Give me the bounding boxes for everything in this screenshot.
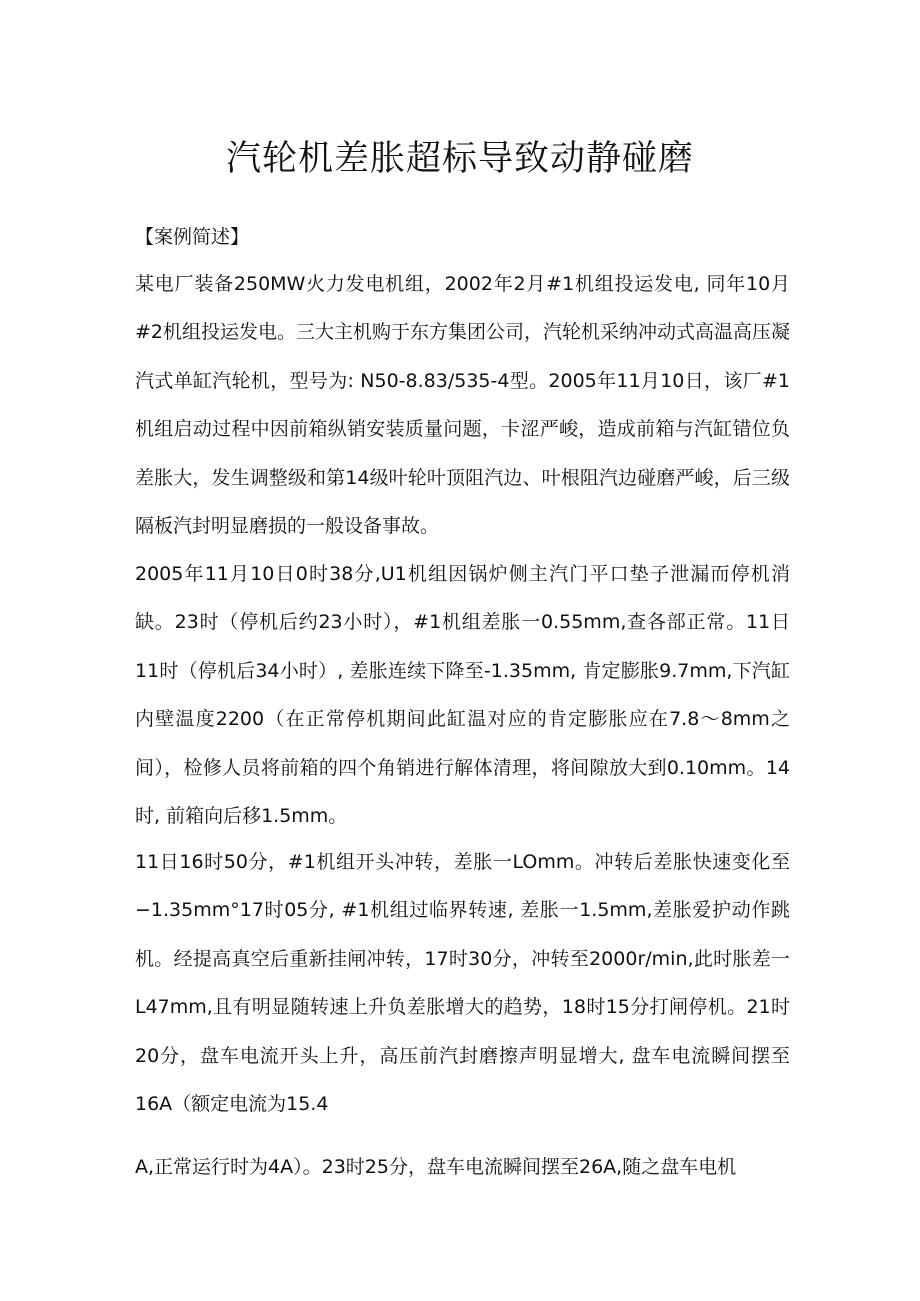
paragraph-2: 2005年11月10日0时38分,U1机组因锅炉侧主汽门平口垫子泄漏而停机消缺。23时（停机后约23小时），#1机组差胀一0.55mm,查各部正常。11日11时（停机后34小时）, 差胀连续下降至-1.35mm, 肯定膨胀9.7mm,下汽缸内壁温度2200（在正常停机期间此缸温对应的肯定膨胀应在7.8～8mm之间），检修人员将前箱的四个角销进行解体清理，将间隙放大到0.10mm。14时, 前箱向后移1.5mm。 <box>135 563 790 828</box>
section-heading: 【案例简述】 <box>135 226 250 248</box>
paragraph-4: A,正常运行时为4A）。23时25分，盘车电流瞬间摆至26A,随之盘车电机 <box>135 1156 737 1178</box>
paragraph-1: 某电厂装备250MW火力发电机组，2002年2月#1机组投运发电, 同年10月#2机组投运发电。三大主机购于东方集团公司，汽轮机采纳冲动式高温高压凝汽式单缸汽轮机，型号为: N50-8.83/535-4型。2005年11月10日，该厂#1机组启动过程中因前箱纵销安装质量问题，卡涩严峻，造成前箱与汽缸错位负差胀大，发生调整级和第14级叶轮叶顶阻汽边、叶根阻汽边碰磨严峻，后三级隔板汽封明显磨损的一般设备事故。 <box>135 273 791 538</box>
paragraph-3: 11日16时50分，#1机组开头冲转，差胀一LOmm。冲转后差胀快速变化至−1.35mm°17时05分, #1机组过临界转速, 差胀一1.5mm,差胀爱护动作跳机。经提高真空后重新挂闸冲转，17时30分，冲转至2000r/min,此时胀差一L47mm,且有明显随转速上升负差胀增大的趋势，18时15分打闸停机。21时20分，盘车电流开头上升，高压前汽封磨擦声明显增大, 盘车电流瞬间摆至16A（额定电流为15.4 <box>135 851 790 1116</box>
document-title: 汽轮机差胀超标导致动静碰磨 <box>225 139 694 179</box>
